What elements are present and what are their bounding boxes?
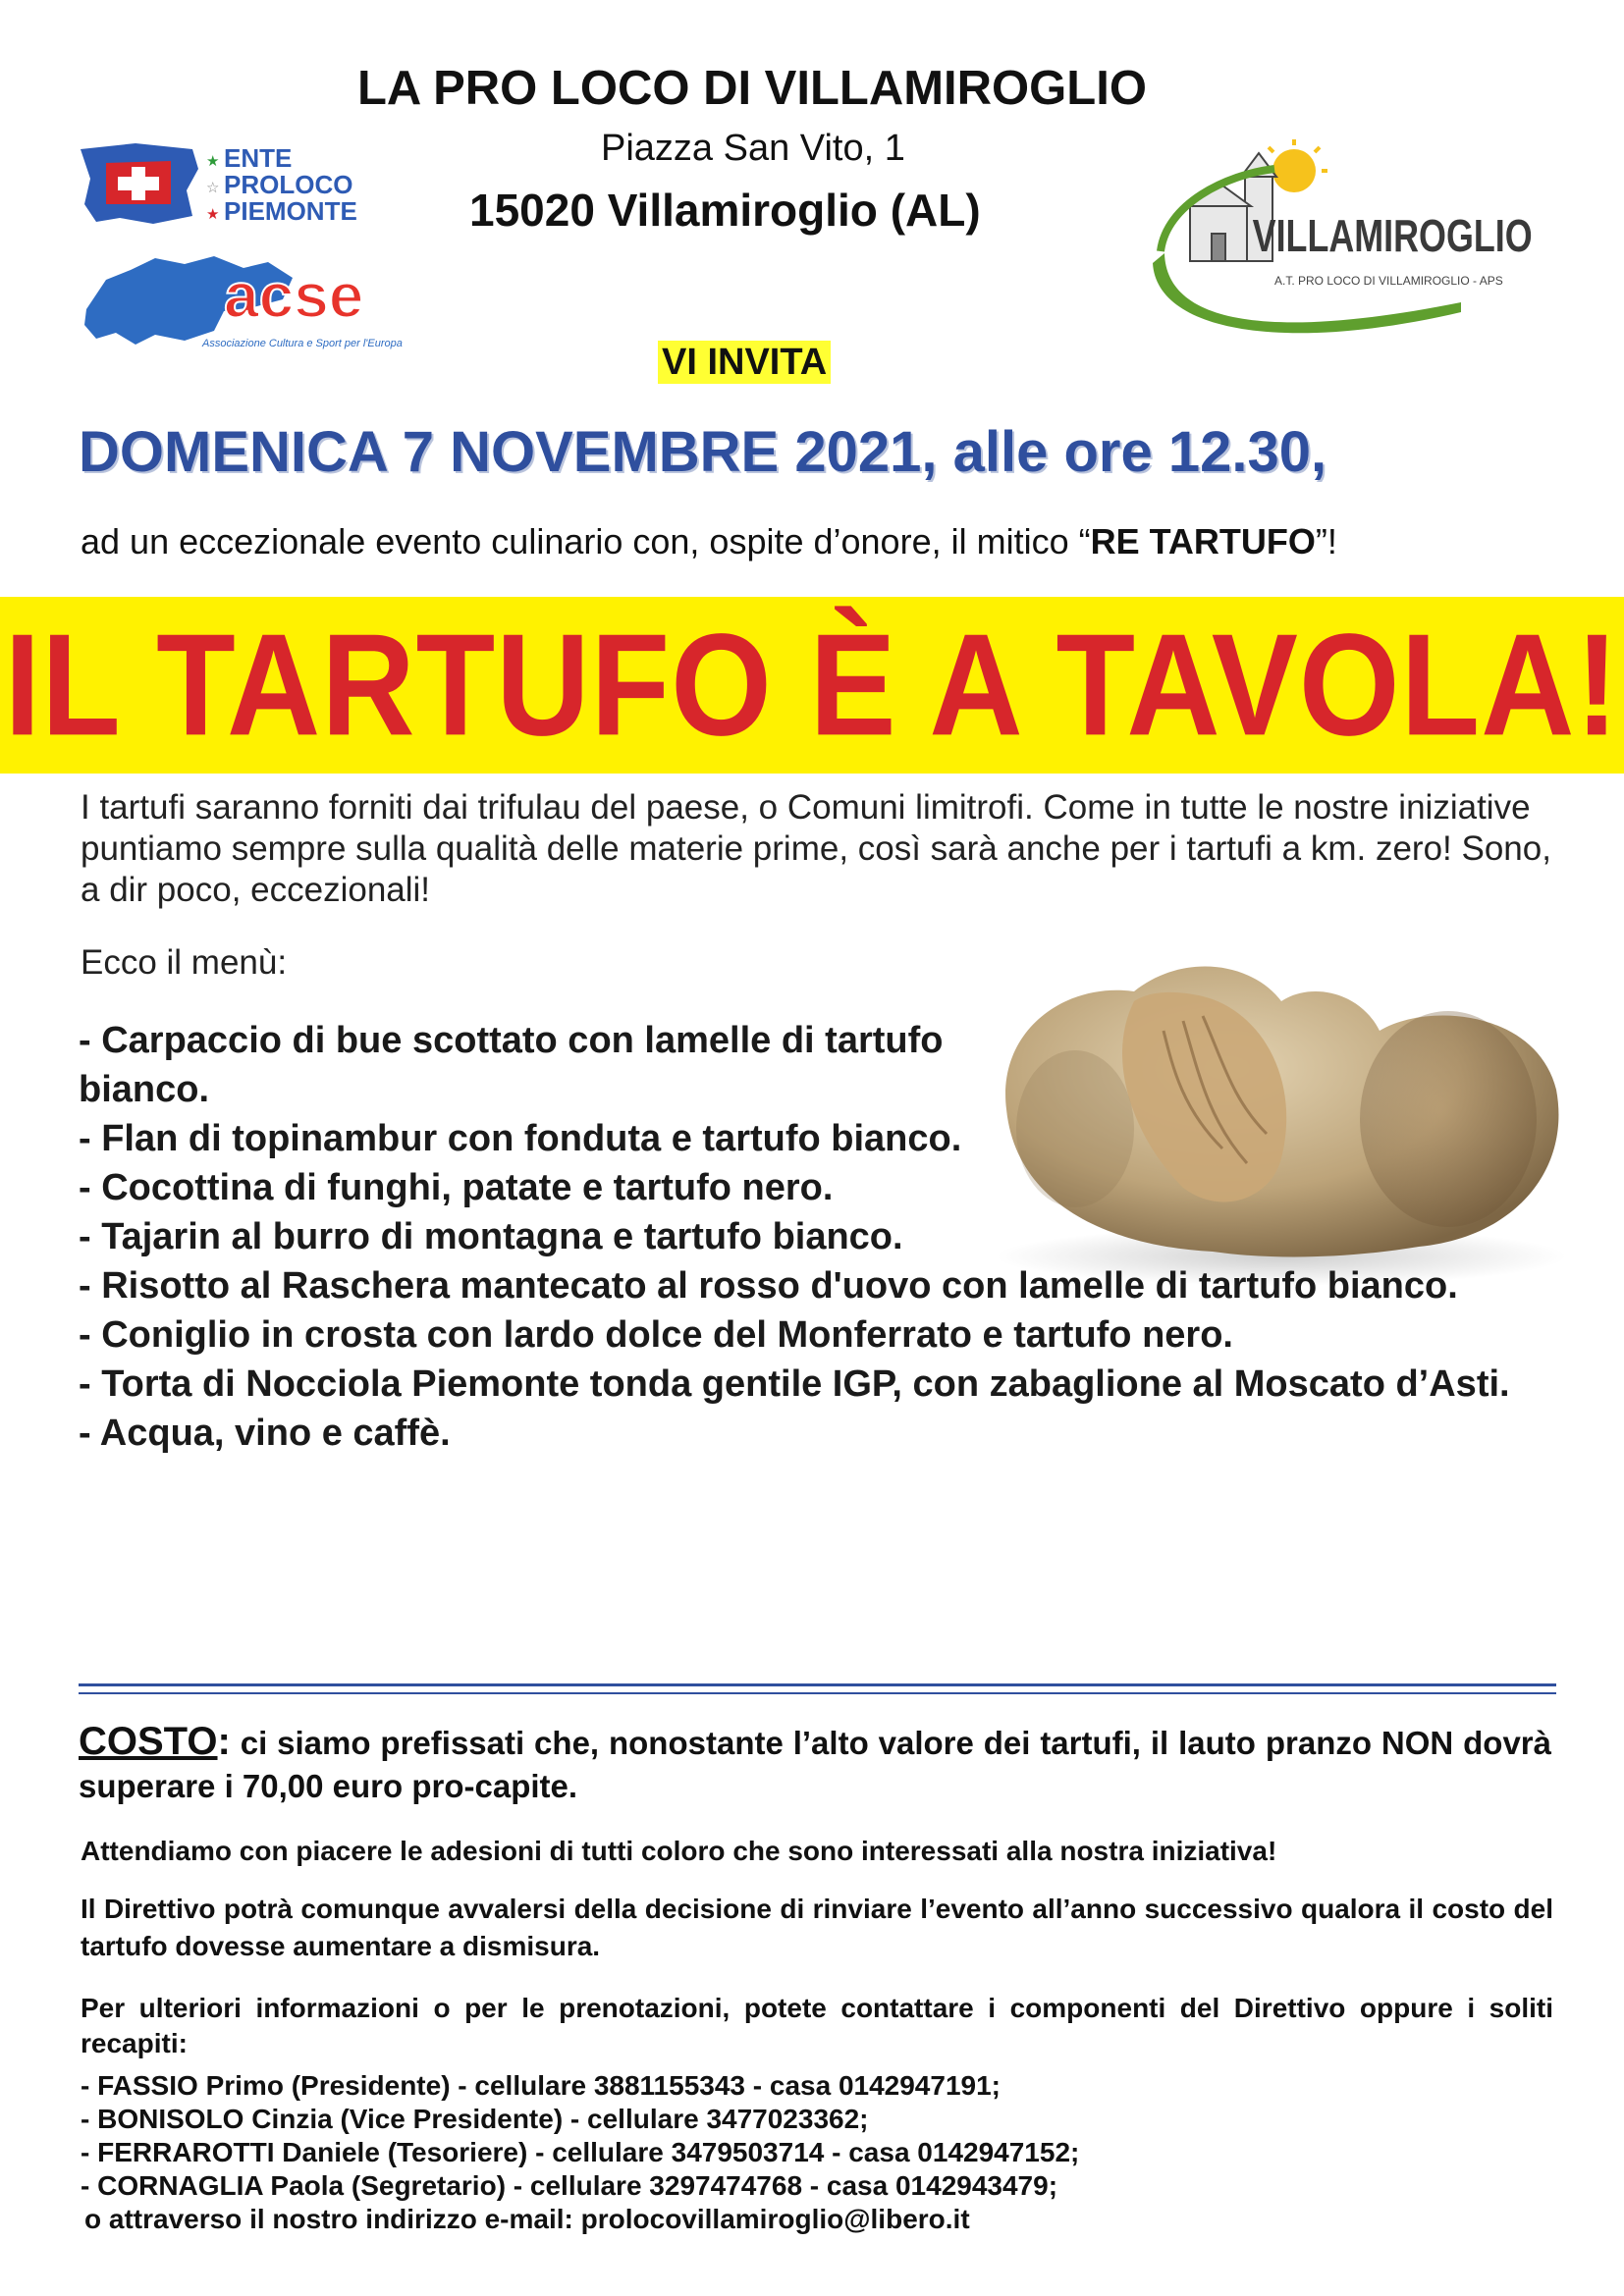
logo-text: ENTE <box>224 143 293 173</box>
headline-banner <box>0 597 1624 774</box>
menu-item: - Acqua, vino e caffè. <box>79 1413 451 1454</box>
cost-label: COSTO <box>79 1720 218 1763</box>
description-paragraph: I tartufi saranno forniti dai trifulau del paese, o Comuni limitrofi. Come in tutte le nostre iniziative puntiamo sempre sulla qualità delle materie prime, così sarà anche per i tartufi a km. zero! Sono, a dir poco, eccezionali! <box>81 788 1551 909</box>
event-date: DOMENICA 7 NOVEMBRE 2021, alle ore 12.30, <box>79 420 1327 484</box>
intro-text <box>81 520 1573 563</box>
menu-label: Ecco il menù: <box>81 943 288 982</box>
villamiroglio-logo <box>1147 135 1533 351</box>
headline-text: IL TARTUFO È A TAVOLA! <box>4 604 1620 766</box>
intro-end: ”! <box>1315 521 1337 561</box>
villamiroglio-subtitle: A.T. PRO LOCO DI VILLAMIROGLIO - APS <box>1274 274 1503 288</box>
contact-item: - FERRAROTTI Daniele (Tesoriere) - cellulare 3479503714 - casa 0142947152; <box>81 2137 1080 2167</box>
info-text: Per ulteriori informazioni o per le prenotazioni, potete contattare i componenti del Direttivo oppure i soliti recapiti: <box>81 1993 1553 2058</box>
acse-wordmark <box>224 260 363 331</box>
green-swoosh <box>1153 253 1461 333</box>
menu-item: - Carpaccio di bue scottato con lamelle di tartufo bianco. <box>79 1020 944 1110</box>
logo-text: PIEMONTE <box>224 196 357 226</box>
cost-paragraph <box>79 1720 1551 1808</box>
page-title: LA PRO LOCO DI VILLAMIROGLIO <box>357 62 1147 115</box>
address-street: Piazza San Vito, 1 <box>601 128 905 169</box>
cost-colon: : <box>217 1720 231 1763</box>
piemonte-map-icon <box>81 143 198 224</box>
contact-item: - BONISOLO Cinzia (Vice Presidente) - cellulare 3477023362; <box>81 2104 869 2134</box>
divider <box>79 1692 1556 1694</box>
cost-text: ci siamo prefissati che, nonostante l’alto valore dei tartufi, il lauto pranzo NON dovrà superare i 70,00 euro pro-capite. <box>79 1725 1551 1804</box>
menu-item: - Torta di Nocciola Piemonte tonda gentile IGP, con zabaglione al Moscato d’Asti. <box>79 1363 1510 1405</box>
menu-item: - Flan di topinambur con fonduta e tartufo bianco. <box>79 1118 962 1159</box>
menu-item: - Cocottina di funghi, patate e tartufo nero. <box>79 1167 834 1208</box>
attendiamo-text: Attendiamo con piacere le adesioni di tutti coloro che sono interessati alla nostra iniziativa! <box>81 1836 1277 1866</box>
villamiroglio-wordmark: VILLAMIROGLIO <box>1252 210 1533 262</box>
svg-text:acse: acse <box>224 260 364 331</box>
intro-highlight: RE TARTUFO <box>1090 521 1316 561</box>
divider <box>79 1683 1556 1686</box>
menu-item: - Risotto al Raschera mantecato al rosso d'uovo con lamelle di tartufo bianco. <box>79 1265 1458 1307</box>
star-outline-icon: ☆ <box>206 180 220 196</box>
direttivo-text: Il Direttivo potrà comunque avvalersi della decisione di rinviare l’evento all’anno successivo qualora il costo del tartufo dovesse aumentare a dismisura. <box>81 1894 1553 1961</box>
contacts-list <box>81 2069 1553 2236</box>
acse-logo <box>77 250 415 353</box>
ente-proloco-piemonte-logo <box>77 139 410 228</box>
acse-tagline: Associazione Cultura e Sport per l'Europa <box>202 338 403 349</box>
star-icon: ★ <box>206 153 220 170</box>
address-city: 15020 Villamiroglio (AL) <box>469 185 981 236</box>
intro-body: ad un eccezionale evento culinario con, ospite d’onore, il mitico “ <box>81 521 1091 561</box>
menu-list <box>79 1016 1551 1458</box>
menu-item: - Coniglio in crosta con lardo dolce del Monferrato e tartufo nero. <box>79 1314 1233 1356</box>
email-line: o attraverso il nostro indirizzo e-mail: prolocovillamiroglio@libero.it <box>84 2204 970 2234</box>
invite-label: VI INVITA <box>658 341 831 384</box>
logo-text: PROLOCO <box>224 170 353 199</box>
contact-item: - FASSIO Primo (Presidente) - cellulare 3881155343 - casa 0142947191; <box>81 2070 1001 2101</box>
star-icon: ★ <box>206 206 220 223</box>
menu-item: - Tajarin al burro di montagna e tartufo bianco. <box>79 1216 903 1257</box>
contact-item: - CORNAGLIA Paola (Segretario) - cellulare 3297474768 - casa 0142943479; <box>81 2170 1058 2201</box>
